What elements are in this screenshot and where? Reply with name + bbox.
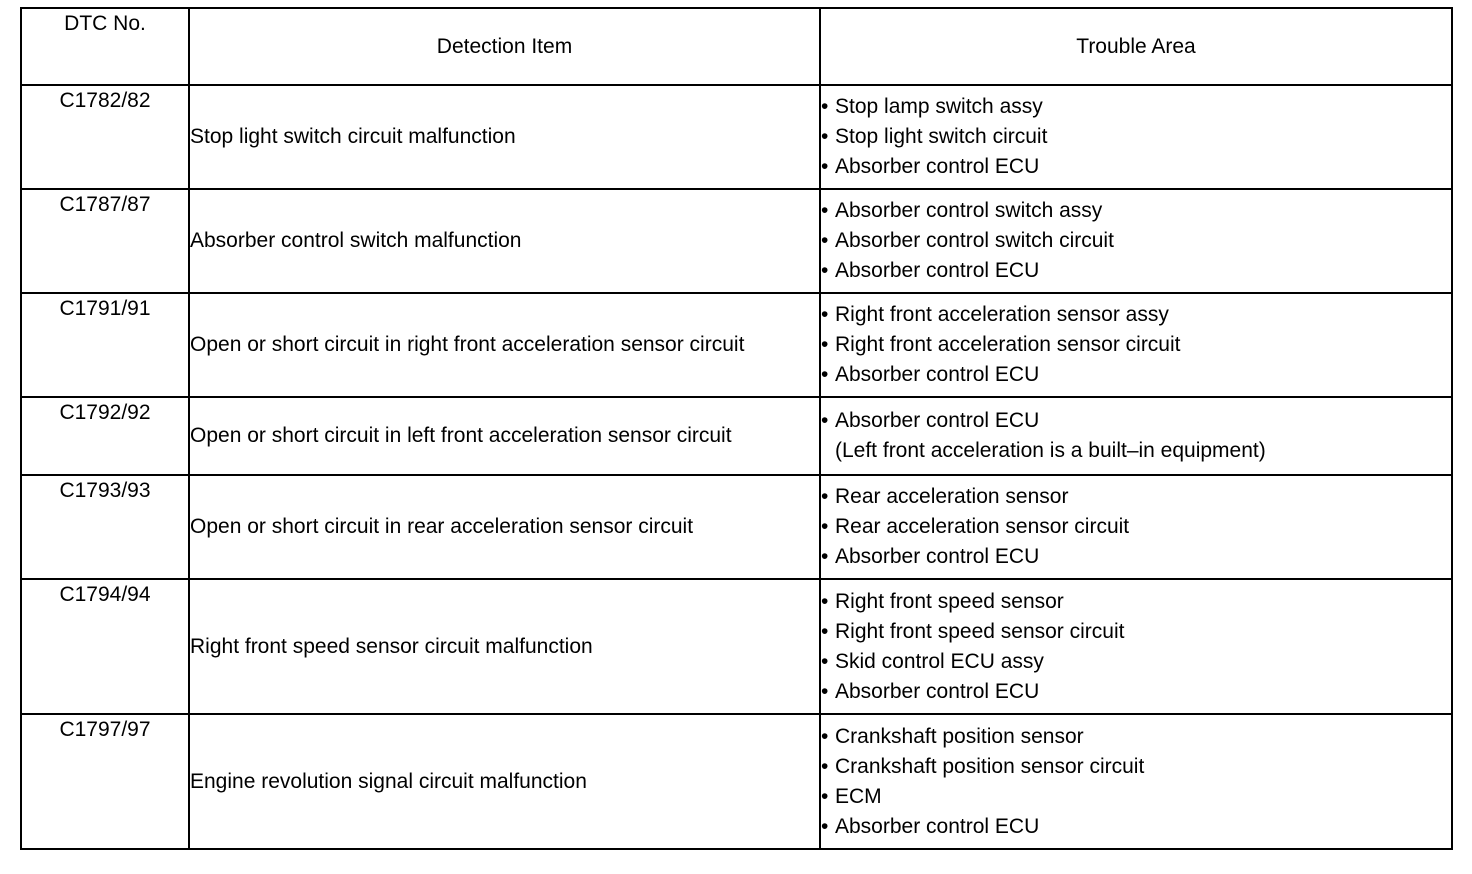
- table-header: [21, 8, 1452, 85]
- bullet-icon: •: [821, 199, 829, 222]
- trouble-item-text: Absorber control ECU: [835, 545, 1040, 568]
- trouble-list: [821, 92, 1451, 182]
- trouble-area: [820, 85, 1452, 189]
- trouble-item-text: Rear acceleration sensor: [835, 485, 1069, 508]
- list-item: [821, 300, 1451, 330]
- trouble-item-text: Right front speed sensor circuit: [835, 619, 1125, 643]
- trouble-area: [820, 714, 1452, 849]
- list-item: [821, 256, 1451, 286]
- trouble-list: [821, 196, 1451, 286]
- header-detection-item: Detection Item: [189, 8, 820, 85]
- trouble-item-text: Absorber control ECU: [835, 679, 1040, 703]
- list-item: [821, 482, 1451, 512]
- trouble-area: [820, 579, 1452, 714]
- trouble-item-text: Absorber control switch circuit: [835, 229, 1114, 252]
- bullet-icon: •: [821, 754, 829, 778]
- dtc-code: C1793/93: [21, 475, 189, 579]
- trouble-item-text: Stop lamp switch assy: [835, 95, 1043, 118]
- bullet-icon: •: [821, 363, 829, 386]
- bullet-icon: •: [821, 485, 829, 508]
- trouble-list: [821, 300, 1451, 390]
- trouble-item-text: Absorber control ECU: [835, 409, 1040, 432]
- bullet-icon: •: [821, 409, 829, 432]
- table-row: [21, 397, 1452, 475]
- table-row: [21, 293, 1452, 397]
- trouble-note: [821, 436, 1451, 466]
- detection-item: Open or short circuit in rear acceleration sensor circuit: [189, 475, 820, 579]
- list-item: [821, 226, 1451, 256]
- list-item: [821, 752, 1451, 782]
- bullet-icon: •: [821, 259, 829, 282]
- trouble-area: [820, 189, 1452, 293]
- bullet-icon: •: [821, 784, 829, 808]
- list-item: [821, 617, 1451, 647]
- trouble-item-text: Crankshaft position sensor: [835, 724, 1084, 748]
- detection-item: Absorber control switch malfunction: [189, 189, 820, 293]
- detection-item: Open or short circuit in left front acceleration sensor circuit: [189, 397, 820, 475]
- list-item: [821, 92, 1451, 122]
- trouble-item-text: Absorber control switch assy: [835, 199, 1103, 222]
- trouble-item-text: Absorber control ECU: [835, 814, 1040, 838]
- bullet-icon: •: [821, 303, 829, 326]
- dtc-table: [20, 7, 1453, 850]
- trouble-item-text: ECM: [835, 784, 882, 808]
- table-row: [21, 85, 1452, 189]
- trouble-note-text: (Left front acceleration is a built–in equipment): [835, 439, 1266, 462]
- trouble-item-text: Right front acceleration sensor assy: [835, 303, 1169, 326]
- trouble-list: [821, 406, 1451, 466]
- bullet-icon: •: [821, 95, 829, 118]
- trouble-item-text: Absorber control ECU: [835, 363, 1040, 386]
- bullet-icon: •: [821, 589, 829, 613]
- trouble-area: [820, 293, 1452, 397]
- table-row: [21, 475, 1452, 579]
- bullet-icon: •: [821, 679, 829, 703]
- list-item: [821, 330, 1451, 360]
- list-item: [821, 152, 1451, 182]
- bullet-icon: •: [821, 515, 829, 538]
- trouble-item-text: Absorber control ECU: [835, 259, 1040, 282]
- list-item: [821, 512, 1451, 542]
- table-row: [21, 579, 1452, 714]
- list-item: [821, 722, 1451, 752]
- list-item: [821, 587, 1451, 617]
- bullet-icon: •: [821, 814, 829, 838]
- trouble-item-text: Right front speed sensor: [835, 589, 1064, 613]
- trouble-list: [821, 482, 1451, 572]
- bullet-icon: •: [821, 545, 829, 568]
- dtc-code: C1791/91: [21, 293, 189, 397]
- list-item: [821, 196, 1451, 226]
- bullet-icon: •: [821, 229, 829, 252]
- detection-item: Open or short circuit in right front acceleration sensor circuit: [189, 293, 820, 397]
- header-dtc-no: DTC No.: [21, 8, 189, 85]
- list-item: [821, 542, 1451, 572]
- bullet-icon: •: [821, 125, 829, 148]
- detection-item: Engine revolution signal circuit malfunction: [189, 714, 820, 849]
- trouble-item-text: Absorber control ECU: [835, 155, 1040, 178]
- table-row: [21, 189, 1452, 293]
- bullet-icon: •: [821, 333, 829, 356]
- list-item: [821, 360, 1451, 390]
- bullet-icon: •: [821, 155, 829, 178]
- trouble-list: [821, 587, 1451, 707]
- bullet-icon: •: [821, 619, 829, 643]
- trouble-item-text: Right front acceleration sensor circuit: [835, 333, 1181, 356]
- trouble-list: [821, 722, 1451, 842]
- list-item: [821, 406, 1451, 436]
- trouble-item-text: Stop light switch circuit: [835, 125, 1048, 148]
- trouble-area: [820, 397, 1452, 475]
- trouble-area: [820, 475, 1452, 579]
- trouble-item-text: Rear acceleration sensor circuit: [835, 515, 1130, 538]
- list-item: [821, 647, 1451, 677]
- dtc-code: C1792/92: [21, 397, 189, 475]
- dtc-code: C1782/82: [21, 85, 189, 189]
- list-item: [821, 677, 1451, 707]
- header-trouble-area: Trouble Area: [820, 8, 1452, 85]
- trouble-item-text: Skid control ECU assy: [835, 649, 1044, 673]
- list-item: [821, 782, 1451, 812]
- detection-item: Stop light switch circuit malfunction: [189, 85, 820, 189]
- dtc-code: C1794/94: [21, 579, 189, 714]
- table-body: [21, 85, 1452, 849]
- detection-item: Right front speed sensor circuit malfunction: [189, 579, 820, 714]
- table-row: [21, 714, 1452, 849]
- dtc-code: C1797/97: [21, 714, 189, 849]
- bullet-icon: •: [821, 724, 829, 748]
- list-item: [821, 122, 1451, 152]
- list-item: [821, 812, 1451, 842]
- trouble-item-text: Crankshaft position sensor circuit: [835, 754, 1145, 778]
- bullet-icon: •: [821, 649, 829, 673]
- dtc-code: C1787/87: [21, 189, 189, 293]
